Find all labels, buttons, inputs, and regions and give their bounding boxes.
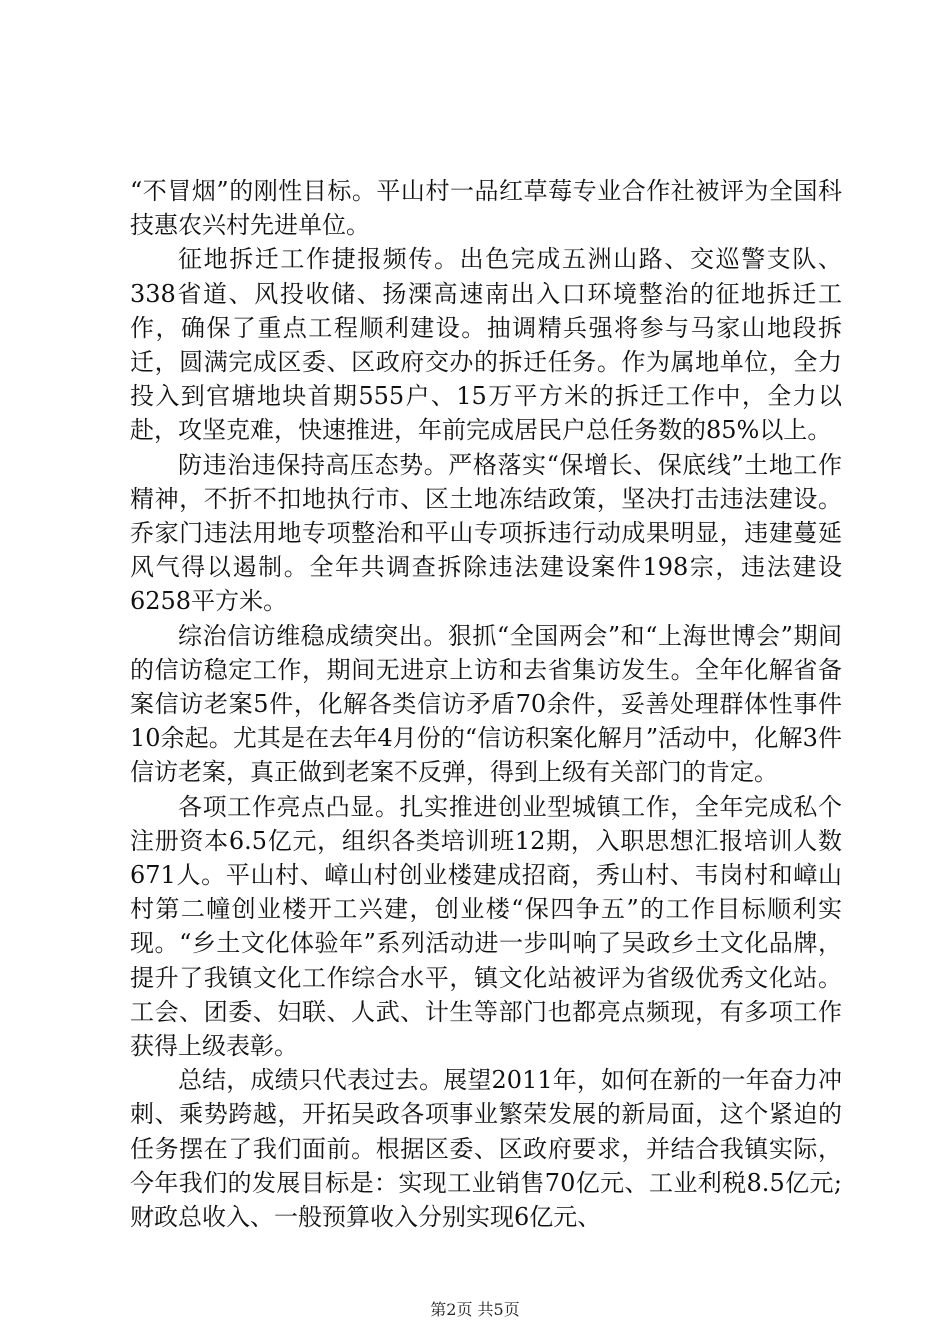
paragraph-petition-stability: 综治信访维稳成绩突出。狠抓“全国两会”和“上海世博会”期间的信访稳定工作，期间无进京上访和去省集访发生。全年化解省备案信访老案5件，化解各类信访矛盾70余件，妥善处理群体性事件10余起。尤其是在去年4月份的“信访积案化解月”活动中，化解3件信访老案，真正做到老案不反弹，得到上级有关部门的肯定。 — [130, 621, 842, 787]
paragraph-land-demolition: 征地拆迁工作捷报频传。出色完成五洲山路、交巡警支队、338省道、风投收储、扬溧高速南出入口环境整治的征地拆迁工作，确保了重点工程顺利建设。抽调精兵强将参与马家山地段拆迁，圆满完成区委、区政府交办的拆迁任务。作为属地单位，全力投入到官塘地块首期555户、15万平方米的拆迁工作中，全力以赴，攻坚克难，快速推进，年前完成居民户总任务数的85%以上。 — [130, 245, 842, 445]
paragraph-continuation: “不冒烟”的刚性目标。平山村一品红草莓专业合作社被评为全国科技惠农兴村先进单位。 — [130, 177, 842, 240]
page-number: 第2页 共5页 — [430, 1300, 520, 1319]
document-body — [130, 174, 842, 1234]
paragraph-illegal-construction: 防违治违保持高压态势。严格落实“保增长、保底线”土地工作精神，不折不扣地执行市、区土地冻结政策，坚决打击违法建设。乔家门违法用地专项整治和平山专项拆违行动成果明显，违建蔓延风气得以遏制。全年共调查拆除违法建设案件198宗，违法建设6258平方米。 — [130, 450, 842, 616]
paragraph-summary-outlook: 总结，成绩只代表过去。展望2011年，如何在新的一年奋力冲刺、乘势跨越，开拓吴政各项事业繁荣发展的新局面，这个紧迫的任务摆在了我们面前。根据区委、区政府要求，并结合我镇实际，今年我们的发展目标是：实现工业销售70亿元、工业利税8.5亿元;财政总收入、一般预算收入分别实现6亿元、 — [130, 1066, 842, 1232]
page-footer — [0, 1297, 950, 1320]
paragraph-work-highlights: 各项工作亮点凸显。扎实推进创业型城镇工作，全年完成私个注册资本6.5亿元，组织各类培训班12期，入职思想汇报培训人数671人。平山村、嶂山村创业楼建成招商，秀山村、韦岗村和嶂山村第二幢创业楼开工兴建，创业楼“保四争五”的工作目标顺利实现。“乡土文化体验年”系列活动进一步叫响了吴政乡土文化品牌，提升了我镇文化工作综合水平，镇文化站被评为省级优秀文化站。工会、团委、妇联、人武、计生等部门也都亮点频现，有多项工作获得上级表彰。 — [130, 792, 842, 1061]
